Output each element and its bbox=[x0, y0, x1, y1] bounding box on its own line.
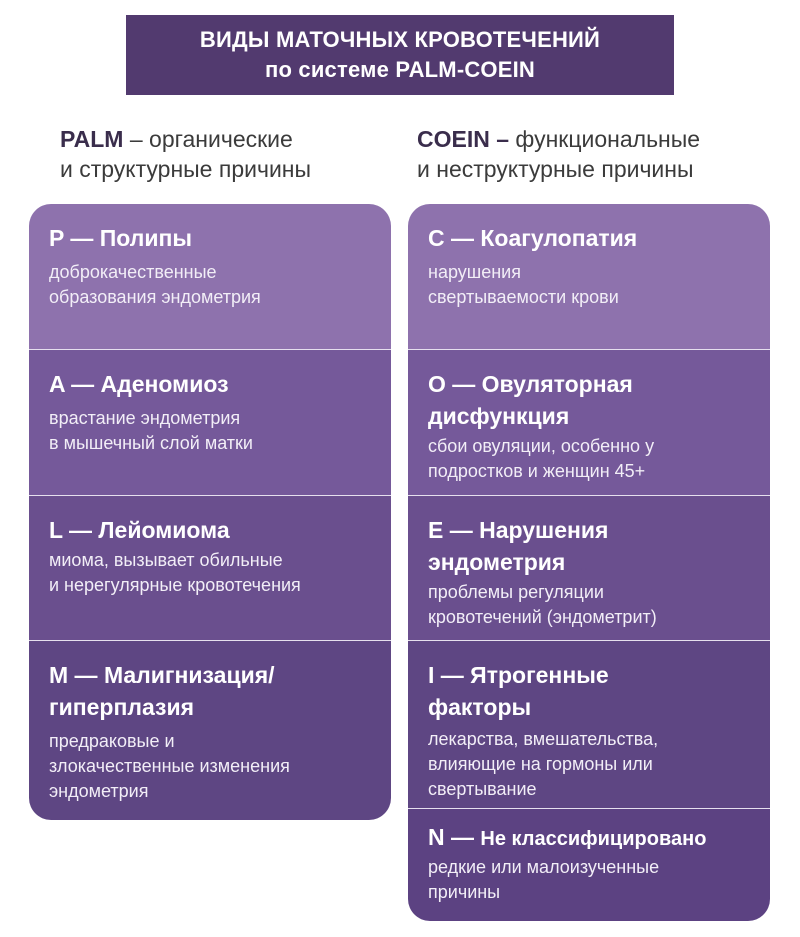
card-description bbox=[428, 580, 756, 630]
desc-line: нарушения bbox=[428, 262, 521, 282]
coein-column bbox=[408, 204, 770, 921]
palm-column bbox=[29, 204, 391, 820]
coein-heading-rest: функциональные bbox=[509, 126, 701, 152]
card-title-prefix: N — bbox=[428, 824, 481, 850]
desc-line: подростков и женщин 45+ bbox=[428, 461, 646, 481]
card-title-line: факторы bbox=[428, 694, 532, 720]
card-title-line: I — Ятрогенные bbox=[428, 662, 609, 688]
card-description bbox=[428, 434, 756, 484]
card-description bbox=[49, 406, 377, 456]
card-palm-m bbox=[29, 640, 391, 820]
coein-heading-key: COEIN – bbox=[417, 126, 510, 152]
palm-heading-key: PALM bbox=[60, 126, 124, 152]
card-title: L — Лейомиома bbox=[49, 517, 230, 543]
card-description bbox=[49, 729, 377, 804]
desc-line: в мышечный слой матки bbox=[49, 433, 253, 453]
desc-line: эндометрия bbox=[49, 781, 149, 801]
card-title: P — Полипы bbox=[49, 225, 192, 251]
desc-line: врастание эндометрия bbox=[49, 408, 241, 428]
card-description bbox=[428, 260, 756, 310]
card-title-line: M — Малигнизация/ bbox=[49, 662, 275, 688]
card-description bbox=[428, 855, 756, 905]
desc-line: лекарства, вмешательства, bbox=[428, 729, 659, 749]
card-coein-i bbox=[408, 640, 770, 808]
palm-heading-line2: и структурные причины bbox=[60, 156, 312, 182]
card-description bbox=[49, 260, 377, 310]
card-palm-l bbox=[29, 495, 391, 640]
card-coein-n bbox=[408, 808, 770, 921]
desc-line: миома, вызывает обильные bbox=[49, 550, 283, 570]
title-banner bbox=[126, 15, 674, 95]
title-line-1: ВИДЫ МАТОЧНЫХ КРОВОТЕЧЕНИЙ bbox=[199, 27, 601, 52]
palm-heading bbox=[60, 124, 311, 184]
desc-line: сбои овуляции, особенно у bbox=[428, 436, 655, 456]
desc-line: предраковые и bbox=[49, 731, 175, 751]
coein-heading bbox=[417, 124, 700, 184]
desc-line: злокачественные изменения bbox=[49, 756, 290, 776]
card-title-rest: Не классифицировано bbox=[480, 828, 707, 850]
card-coein-o bbox=[408, 349, 770, 495]
card-title-line: эндометрия bbox=[428, 549, 566, 575]
card-title-line: дисфункция bbox=[428, 403, 570, 429]
desc-line: причины bbox=[428, 882, 501, 902]
desc-line: свертываемости крови bbox=[428, 287, 619, 307]
desc-line: кровотечений (эндометрит) bbox=[428, 607, 657, 627]
desc-line: и нерегулярные кровотечения bbox=[49, 575, 301, 595]
desc-line: образования эндометрия bbox=[49, 287, 261, 307]
desc-line: доброкачественные bbox=[49, 262, 217, 282]
desc-line: редкие или малоизученные bbox=[428, 857, 660, 877]
card-title: C — Коагулопатия bbox=[428, 225, 638, 251]
card-coein-c bbox=[408, 204, 770, 349]
desc-line: влияющие на гормоны или bbox=[428, 754, 653, 774]
desc-line: свертывание bbox=[428, 779, 537, 799]
card-description bbox=[428, 727, 756, 802]
palm-heading-rest: – органические bbox=[123, 126, 293, 152]
card-palm-p bbox=[29, 204, 391, 349]
card-title-line: O — Овуляторная bbox=[428, 371, 633, 397]
card-palm-a bbox=[29, 349, 391, 495]
card-description bbox=[49, 548, 377, 598]
card-title-line: E — Нарушения bbox=[428, 517, 609, 543]
card-title-line: гиперплазия bbox=[49, 694, 195, 720]
card-title bbox=[428, 821, 756, 855]
card-title: A — Аденомиоз bbox=[49, 371, 229, 397]
title-line-2: по системе PALM-COEIN bbox=[264, 57, 536, 82]
coein-heading-line2: и неструктурные причины bbox=[417, 156, 694, 182]
card-coein-e bbox=[408, 495, 770, 640]
desc-line: проблемы регуляции bbox=[428, 582, 604, 602]
